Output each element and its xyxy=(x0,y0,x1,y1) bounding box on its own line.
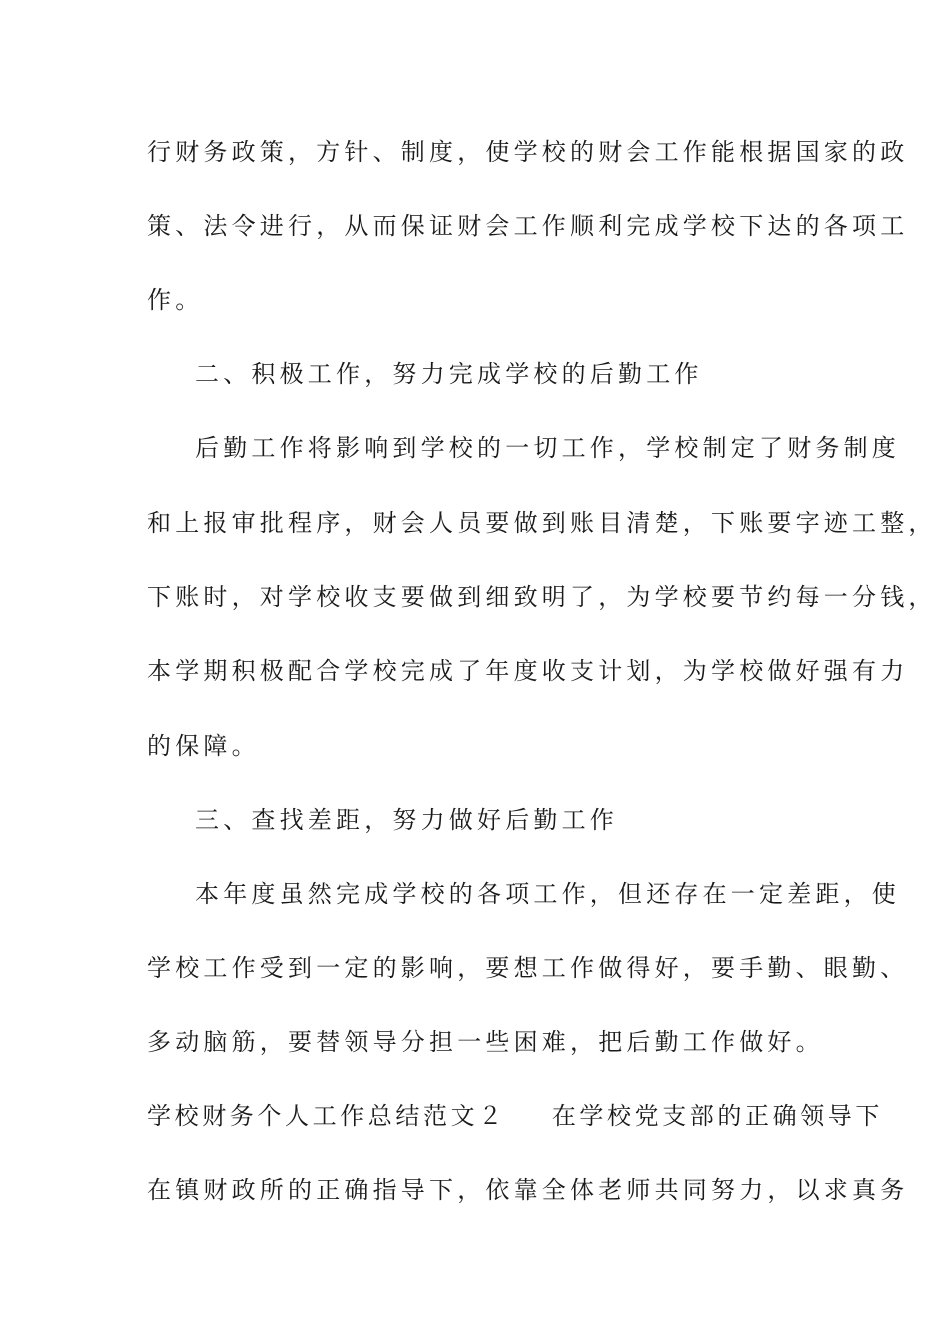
paragraph-line: 本学期积极配合学校完成了年度收支计划，为学校做好强有力 xyxy=(147,657,909,685)
paragraph-line: 下账时，对学校收支要做到细致明了，为学校要节约每一分钱， xyxy=(147,583,937,611)
paragraph-line: 本年度虽然完成学校的各项工作，但还存在一定差距，使 xyxy=(195,880,900,908)
paragraph-line: 多动脑筋，要替领导分担一些困难，把后勤工作做好。 xyxy=(147,1028,824,1056)
paragraph-line: 策、法令进行，从而保证财会工作顺利完成学校下达的各项工 xyxy=(147,212,909,240)
sample-title-line xyxy=(147,1101,883,1131)
paragraph-line: 后勤工作将影响到学校的一切工作，学校制定了财务制度 xyxy=(195,434,900,462)
section-heading: 三、查找差距，努力做好后勤工作 xyxy=(195,806,618,834)
paragraph-line: 在镇财政所的正确指导下，依靠全体老师共同努力，以求真务 xyxy=(147,1176,909,1204)
paragraph-line: 和上报审批程序，财会人员要做到账目清楚，下账要字迹工整， xyxy=(147,509,937,537)
section-heading: 二、积极工作，努力完成学校的后勤工作 xyxy=(195,360,703,388)
sample-first-line: 在学校党支部的正确领导下 xyxy=(551,1102,884,1130)
paragraph-line: 学校工作受到一定的影响，要想工作做得好，要手勤、眼勤、 xyxy=(147,954,909,982)
paragraph-line: 行财务政策，方针、制度，使学校的财会工作能根据国家的政 xyxy=(147,138,909,166)
paragraph-line: 的保障。 xyxy=(147,732,260,760)
sample-title: 学校财务个人工作总结范文２ xyxy=(147,1102,506,1130)
paragraph-line: 作。 xyxy=(147,286,204,314)
